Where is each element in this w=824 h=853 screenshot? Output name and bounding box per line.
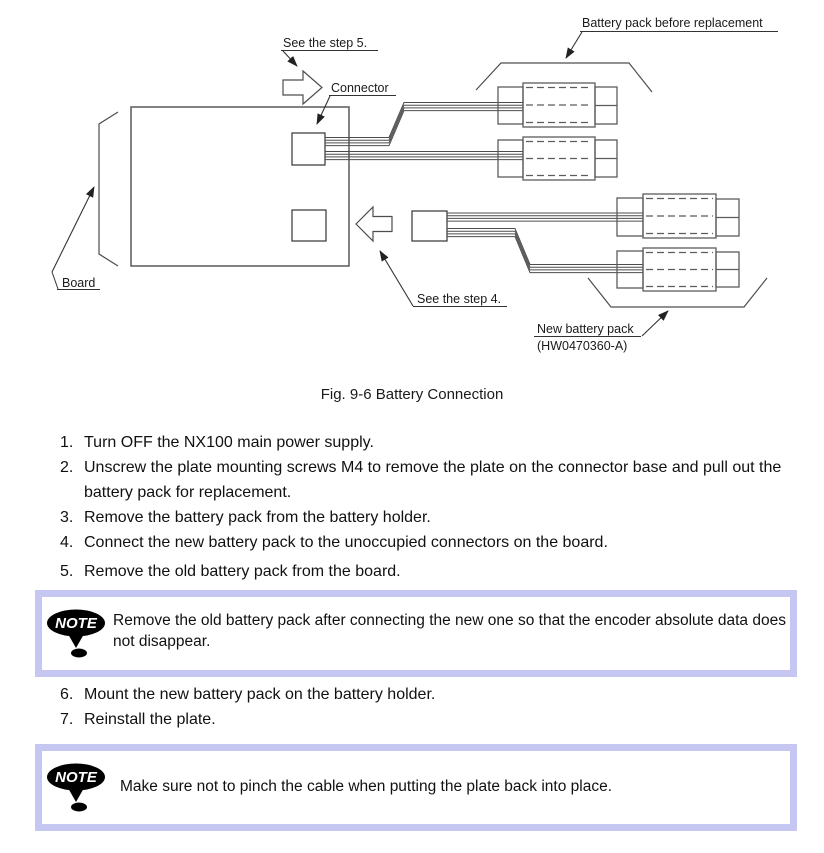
connector-unoccupied bbox=[292, 210, 326, 241]
note-box-1 bbox=[35, 590, 797, 677]
label-new-battery-part-number: (HW0470360-A) bbox=[537, 339, 628, 353]
note-text: Make sure not to pinch the cable when putting the plate back into place. bbox=[120, 778, 613, 795]
list-item bbox=[0, 530, 824, 555]
step-number: 4. bbox=[60, 534, 74, 551]
wires-old-pack-2 bbox=[325, 152, 523, 160]
step-text: Remove the old battery pack from the board. bbox=[84, 563, 401, 580]
step-number: 5. bbox=[60, 563, 74, 580]
block-arrow-right-icon bbox=[283, 71, 322, 104]
step-list-2 bbox=[0, 682, 824, 732]
note-text: Remove the old battery pack after connecting the new one so that the encoder absolute data does not disappear. bbox=[113, 612, 786, 650]
list-item bbox=[0, 505, 824, 530]
figure-caption: Fig. 9-6 Battery Connection bbox=[320, 386, 504, 403]
step-number: 2. bbox=[60, 459, 74, 476]
wires-old-pack-1 bbox=[325, 103, 523, 146]
wires-new-pack-2 bbox=[447, 229, 643, 273]
label-see-step-4: See the step 4. bbox=[417, 292, 502, 306]
step-text: Remove the battery pack from the battery holder. bbox=[84, 509, 431, 526]
step-number: 3. bbox=[60, 509, 74, 526]
list-item bbox=[0, 455, 824, 505]
step-text: Connect the new battery pack to the unoccupied connectors on the board. bbox=[84, 534, 608, 551]
list-item bbox=[0, 682, 824, 707]
connector-occupied bbox=[292, 133, 325, 165]
label-board: Board bbox=[62, 276, 96, 290]
step-text: Mount the new battery pack on the battery holder. bbox=[84, 686, 436, 703]
note-box-2 bbox=[35, 744, 797, 831]
note-icon bbox=[44, 602, 110, 660]
list-item bbox=[0, 707, 824, 732]
step-number: 1. bbox=[60, 434, 74, 451]
board-bracket bbox=[99, 112, 118, 266]
new-pack-connector bbox=[412, 211, 447, 241]
step-text: Turn OFF the NX100 main power supply. bbox=[84, 434, 374, 451]
list-item bbox=[0, 559, 824, 584]
label-battery-pack-before: Battery pack before replacement bbox=[582, 16, 763, 30]
board-outline bbox=[131, 107, 349, 266]
step-list-1 bbox=[0, 430, 824, 584]
label-connector: Connector bbox=[331, 81, 389, 95]
note-icon bbox=[44, 756, 110, 814]
battery-connection-diagram bbox=[0, 0, 824, 362]
step-text: Unscrew the plate mounting screws M4 to remove the plate on the connector base and pull out the battery pack for replacement. bbox=[84, 459, 782, 501]
step-number: 6. bbox=[60, 686, 74, 703]
label-new-battery-pack: New battery pack bbox=[537, 322, 634, 336]
leader-arrows bbox=[52, 32, 668, 336]
note-icon-label: NOTE bbox=[55, 615, 97, 632]
step-number: 7. bbox=[60, 711, 74, 728]
wires-new-pack-1 bbox=[447, 213, 643, 221]
label-see-step-5: See the step 5. bbox=[283, 36, 368, 50]
list-item bbox=[0, 430, 824, 455]
new-packs-bracket bbox=[588, 278, 767, 307]
note-icon-label: NOTE bbox=[55, 769, 97, 786]
old-battery-pack-2 bbox=[498, 137, 617, 180]
step-text: Reinstall the plate. bbox=[84, 711, 216, 728]
block-arrow-left-icon bbox=[356, 207, 392, 241]
